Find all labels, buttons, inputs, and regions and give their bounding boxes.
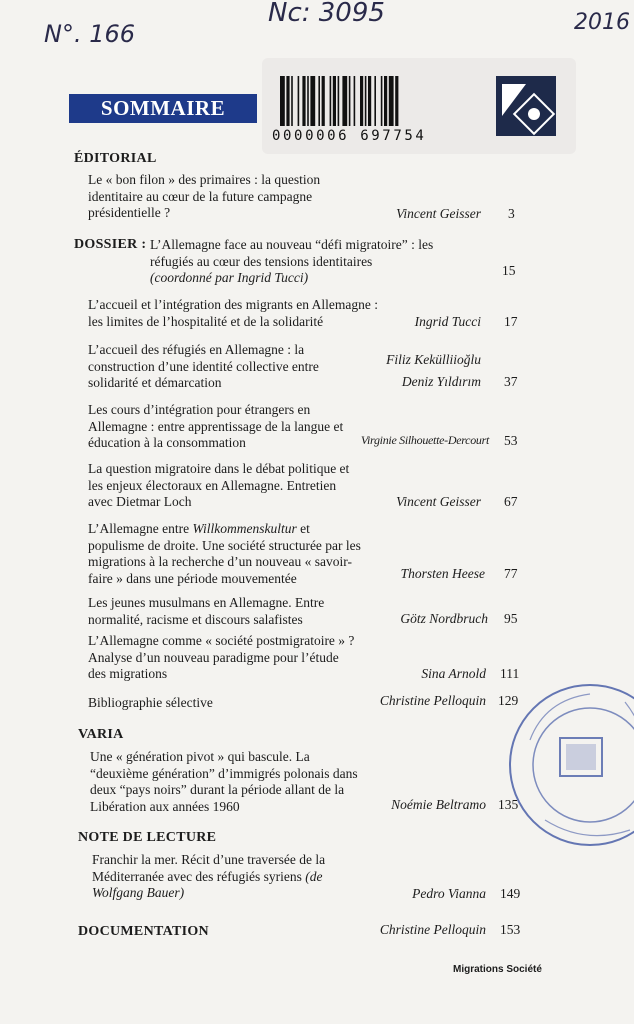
barcode-bar — [360, 76, 363, 126]
barcode-bar — [302, 76, 305, 126]
barcode-bar — [310, 76, 315, 126]
barcode-bar — [389, 76, 394, 126]
barcode-bar — [395, 76, 398, 126]
handwritten-nc: Nc: 3095 — [268, 0, 385, 28]
barcode-bar — [280, 76, 285, 126]
barcode-bar — [338, 76, 340, 126]
section-heading-dossier: DOSSIER : — [74, 237, 147, 252]
article-title: Bibliographie sélective — [88, 695, 213, 710]
barcode-bar — [318, 76, 320, 126]
journal-name: Migrations Société — [453, 964, 542, 975]
article-author: Sina Arnold — [421, 666, 486, 681]
barcode-bar — [298, 76, 300, 126]
editorial-author: Vincent Geisser — [396, 206, 481, 221]
barcode-bar — [286, 76, 289, 126]
varia-author: Noémie Beltramo — [391, 797, 486, 812]
section-heading-note: NOTE DE LECTURE — [78, 830, 217, 845]
section-heading-documentation: DOCUMENTATION — [78, 924, 209, 939]
barcode-bar — [349, 76, 351, 126]
editorial-title: Le « bon filon » des primaires : la question identitaire au cœur de la future campagne présidentielle ? — [88, 172, 321, 220]
barcode-bar — [307, 76, 309, 126]
article-title: La question migratoire dans le débat politique et les enjeux électoraux en Allemagne. Entretien avec Dietmar Loch — [88, 461, 350, 509]
article-author: Vincent Geisser — [396, 494, 481, 509]
documentation-author: Christine Pelloquin — [379, 922, 486, 937]
editorial-page: 3 — [508, 206, 515, 221]
article-page: 37 — [504, 374, 518, 389]
article-author: Ingrid Tucci — [414, 314, 481, 329]
handwritten-number: N°. 166 — [44, 20, 136, 48]
article-title: Les jeunes musulmans en Allemagne. Entre normalité, racisme et discours salafistes — [88, 595, 325, 627]
article-title: L’accueil des réfugiés en Allemagne : la construction d’une identité collective entre solidarité et démarcation — [88, 342, 319, 390]
article-title: L’Allemagne comme « société postmigratoire » ? Analyse d’un nouveau paradigme pour l’étude des migrations — [88, 633, 355, 681]
barcode-bar — [291, 76, 293, 126]
barcode-bar — [322, 76, 325, 126]
note-page: 149 — [500, 886, 521, 901]
library-logo-icon — [496, 76, 556, 136]
article-page: 111 — [500, 666, 520, 681]
article-author-2: Deniz Yıldırım — [401, 374, 481, 389]
section-heading-editorial: ÉDITORIAL — [74, 151, 157, 166]
barcode-label — [262, 58, 576, 154]
article-author: Thorsten Heese — [400, 566, 485, 581]
article-author: Christine Pelloquin — [379, 693, 486, 708]
handwritten-year: 2016 — [574, 10, 630, 35]
barcode-bar — [365, 76, 367, 126]
documentation-page: 153 — [500, 922, 521, 937]
article-page: 67 — [504, 494, 518, 509]
barcode-icon — [280, 76, 490, 128]
dossier-page: 15 — [502, 263, 516, 278]
barcode-digits: 0000006 697754 — [272, 128, 427, 144]
barcode-bar — [354, 76, 356, 126]
article-title: L’Allemagne entre Willkommenskultur et populisme de droite. Une société structurée par les migrations à la recherche d’un nouveau « savoir- faire » dans une période mouvementée — [88, 521, 361, 586]
dossier-title: L’Allemagne face au nouveau “défi migratoire” : les réfugiés au cœur des tensions identitaires (coordonné par Ingrid Tucci) — [150, 237, 434, 285]
library-stamp-icon — [505, 680, 634, 850]
article-title: L’accueil et l’intégration des migrants en Allemagne : les limites de l’hospitalité et de la solidarité — [88, 297, 379, 329]
barcode-bar — [333, 76, 336, 126]
barcode-bar — [374, 76, 376, 126]
varia-page: 135 — [498, 797, 519, 812]
article-page: 17 — [504, 314, 518, 329]
article-page: 77 — [504, 566, 518, 581]
article-author: Virginie Silhouette-Dercourt — [360, 433, 489, 447]
article-author: Götz Nordbruch — [400, 611, 488, 626]
article-page: 129 — [498, 693, 519, 708]
varia-title: Une « génération pivot » qui bascule. La “deuxième génération” d’immigrés polonais dans deux “pays noirs” durant la période allant de la Libération aux années 1960 — [90, 749, 358, 814]
note-title: Franchir la mer. Récit d’une traversée de la Méditerranée avec des réfugiés syriens (de Wolfgang Bauer) — [92, 852, 326, 900]
page-title: SOMMAIRE — [69, 94, 257, 123]
section-heading-varia: VARIA — [78, 727, 124, 742]
article-page: 53 — [504, 433, 518, 448]
barcode-bar — [381, 76, 383, 126]
article-title: Les cours d’intégration pour étrangers en Allemagne : entre apprentissage de la langue et éducation à la consommation — [88, 402, 344, 450]
article-page: 95 — [504, 611, 518, 626]
barcode-bar — [330, 76, 332, 126]
note-author: Pedro Vianna — [412, 886, 486, 901]
barcode-bar — [368, 76, 371, 126]
barcode-bar — [342, 76, 347, 126]
article-author: Filiz Kekülliioğlu — [386, 352, 481, 367]
barcode-bar — [384, 76, 387, 126]
